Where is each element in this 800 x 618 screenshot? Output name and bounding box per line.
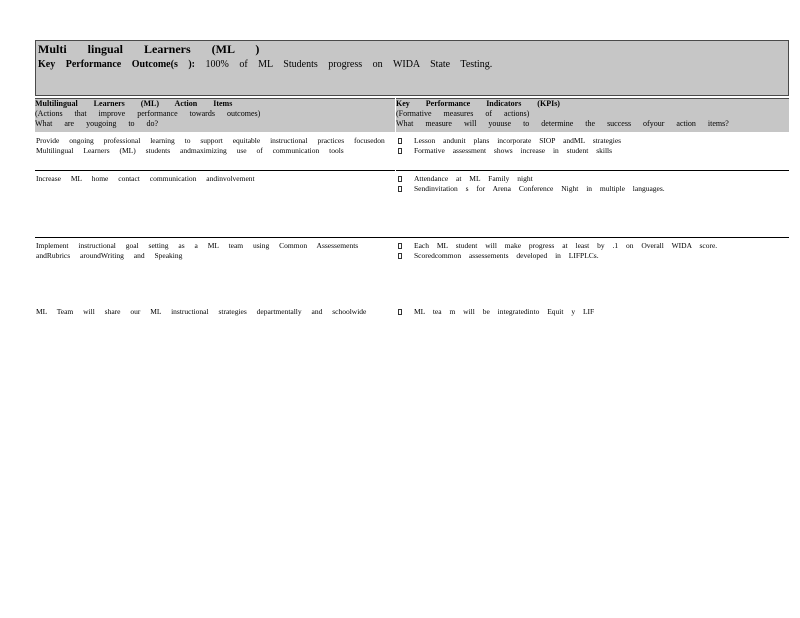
checkbox-icon [398,148,402,154]
checkbox-icon [398,309,402,315]
checkbox-icon [398,186,402,192]
kpi-item: Formative assessment shows increase in student skills [398,146,790,156]
table-row-action: ML Team will share our ML instructional strategies departmentally and schoolwide [36,307,367,316]
table-row-action: Provide ongoing professional learning to support equitable instructional practices focusedon Multilingual Learners (ML) students andmaximizing use of communication tools [36,136,385,155]
kpi-title: Key Performance Indicators (KPIs) [396,99,560,108]
checkbox-icon [398,243,402,249]
row-divider [396,170,789,171]
kpi-item: Each ML student will make progress at least by .1 on Overall WIDA score. [398,241,790,251]
checkbox-icon [398,176,402,182]
kpi-question: What measure will youuse to determine the success ofyour action items? [396,119,729,128]
kpi-header [396,98,789,132]
action-items-subtitle: (Actions that improve performance towards outcomes) [35,109,261,118]
row-divider [35,170,395,171]
document-title: Multi lingual Learners (ML ) [38,42,260,56]
checkbox-icon [398,253,402,259]
header-box [35,40,789,96]
table-row-action: Implement instructional goal setting as a ML team using Common Assessements andRubrics aroundWriting and Speaking [36,241,359,260]
kpi-item: Attendance at ML Family night [398,174,790,184]
kpi-item: Lesson andunit plans incorporate SIOP andML strategies [398,136,790,146]
action-items-header [35,98,395,132]
action-items-title: Multilingual Learners (ML) Action Items [35,99,233,108]
table-row-kpis [398,174,790,193]
row-divider [35,237,789,238]
action-items-question: What are yougoing to do? [35,119,159,128]
table-row-kpis [398,136,790,155]
table-row-kpis [398,307,790,317]
kpo-text: 100% of ML Students progress on WIDA State Testing. [205,59,493,70]
kpo-label: Key Performance Outcome(s ): [38,59,195,70]
kpi-subtitle: (Formative measures of actions) [396,109,530,118]
checkbox-icon [398,138,402,144]
key-performance-outcome [38,59,492,70]
table-row-kpis [398,241,790,260]
kpi-item: Sendinvitation s for Arena Conference Night in multiple languages. [398,184,790,194]
kpi-item: Scoredcommon assessements developed in LIFPLCs. [398,251,790,261]
kpi-item: ML tea m will be integratedinto Equit y LIF [398,307,790,317]
table-row-action: Increase ML home contact communication andinvolvement [36,174,255,183]
